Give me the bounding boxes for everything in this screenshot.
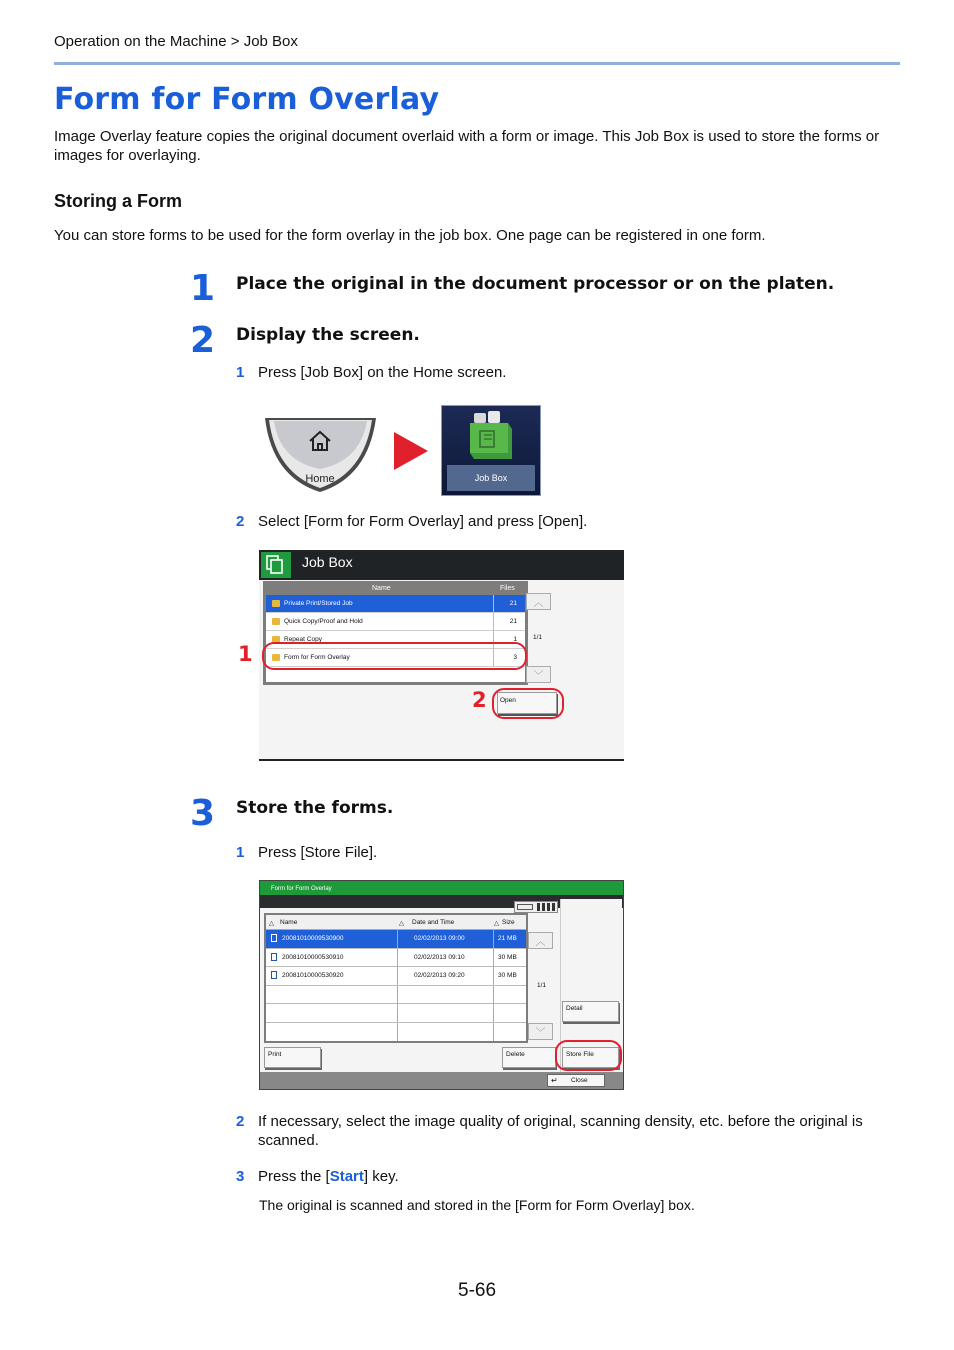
column-header-size[interactable]: Size bbox=[502, 919, 515, 926]
sort-icon: △ bbox=[494, 920, 499, 927]
cell-date: 02/02/2013 09:00 bbox=[414, 935, 465, 942]
cell-size: 21 MB bbox=[498, 935, 517, 942]
list-item[interactable] bbox=[266, 613, 525, 631]
detail-button[interactable]: Detail bbox=[562, 1001, 619, 1022]
column-header-name[interactable]: Name bbox=[280, 919, 298, 926]
job-box-tile[interactable] bbox=[441, 405, 541, 496]
chevron-down-icon: ﹀ bbox=[533, 671, 544, 682]
substep bbox=[236, 1167, 900, 1186]
table-row[interactable] bbox=[266, 930, 526, 949]
column-header-date[interactable]: Date and Time bbox=[412, 919, 455, 926]
cell-date: 02/02/2013 09:10 bbox=[414, 953, 465, 961]
chevron-up-icon: ︿ bbox=[535, 937, 546, 948]
cell-name: 20081010000530920 bbox=[282, 972, 344, 979]
home-key[interactable] bbox=[264, 417, 377, 493]
folder-icon bbox=[272, 600, 280, 607]
job-box-icon bbox=[468, 411, 514, 461]
highlight-oval bbox=[262, 642, 527, 670]
substep-text: Press the [Start] key. bbox=[258, 1168, 399, 1185]
thumbnail-view-icon bbox=[537, 903, 556, 911]
substep-number: 3 bbox=[236, 1168, 245, 1185]
step-title: Store the forms. bbox=[236, 798, 394, 818]
table-row[interactable] bbox=[266, 967, 526, 986]
view-toggle[interactable] bbox=[514, 901, 558, 913]
document-icon bbox=[271, 934, 277, 942]
section-heading: Storing a Form bbox=[54, 191, 183, 211]
substep-text: Press [Store File]. bbox=[258, 844, 378, 861]
file-table bbox=[264, 913, 528, 1043]
start-key-label: Start bbox=[329, 1168, 364, 1185]
section-paragraph: You can store forms to be used for the form overlay in the job box. One page can be registered in one form. bbox=[54, 227, 766, 244]
list-item-name: Form for Form Overlay bbox=[284, 654, 350, 661]
job-box-tile-label: Job Box bbox=[447, 465, 535, 491]
substep bbox=[236, 363, 900, 382]
list-item-files: 21 bbox=[509, 600, 517, 607]
return-icon: ↵ bbox=[551, 1076, 558, 1085]
list-header bbox=[266, 584, 525, 595]
substep-text: Select [Form for Form Overlay] and press [Open]. bbox=[258, 513, 588, 530]
table-header bbox=[266, 915, 526, 930]
sort-icon: △ bbox=[269, 920, 274, 927]
callout-marker: 2 bbox=[472, 688, 487, 712]
home-key-label: Home bbox=[305, 473, 335, 485]
close-button[interactable] bbox=[547, 1074, 605, 1087]
list-view-icon bbox=[517, 904, 533, 910]
table-row-empty bbox=[266, 986, 526, 1005]
list-item[interactable] bbox=[266, 595, 525, 613]
table-row[interactable] bbox=[266, 949, 526, 968]
arrow-right-icon bbox=[394, 432, 428, 470]
list-item-name: Repeat Copy bbox=[284, 636, 322, 643]
table-row-empty bbox=[266, 1004, 526, 1023]
substep-number: 2 bbox=[236, 1113, 245, 1130]
substep-number: 1 bbox=[236, 844, 245, 861]
step-title: Display the screen. bbox=[236, 325, 420, 345]
list-item-name: Quick Copy/Proof and Hold bbox=[284, 618, 363, 625]
substep bbox=[236, 843, 900, 862]
highlight-oval bbox=[492, 688, 564, 719]
substep-number: 1 bbox=[236, 364, 245, 381]
callout-marker: 1 bbox=[238, 642, 253, 666]
delete-button[interactable]: Delete bbox=[502, 1047, 556, 1068]
document-icon bbox=[271, 953, 277, 961]
page-indicator: 1/1 bbox=[533, 634, 543, 641]
step-number: 3 bbox=[190, 793, 216, 834]
column-header-name: Name bbox=[372, 585, 391, 592]
page-indicator: 1/1 bbox=[537, 982, 547, 989]
breadcrumb: Operation on the Machine > Job Box bbox=[54, 33, 298, 50]
table-row-empty bbox=[266, 1023, 526, 1042]
screen-title: Form for Form Overlay bbox=[271, 886, 332, 892]
step-number: 2 bbox=[190, 320, 216, 361]
scroll-up-button[interactable] bbox=[526, 593, 551, 610]
scroll-down-button[interactable] bbox=[528, 1023, 553, 1040]
highlight-oval bbox=[555, 1040, 622, 1071]
list-item-files: 1 bbox=[513, 636, 517, 643]
screen-title: Job Box bbox=[302, 554, 353, 570]
list-item-name: Private Print/Stored Job bbox=[284, 600, 353, 607]
chevron-down-icon: ﹀ bbox=[535, 1028, 546, 1039]
substep-text: If necessary, select the image quality of original, scanning density, etc. before the original is scanned. bbox=[258, 1113, 863, 1149]
page-number: 5-66 bbox=[458, 1280, 497, 1301]
substep bbox=[236, 512, 900, 531]
list-item-files: 21 bbox=[509, 618, 517, 625]
intro-paragraph: Image Overlay feature copies the original document overlaid with a form or image. This Job Box is used to store the forms or images for overlaying. bbox=[54, 128, 880, 164]
folder-icon bbox=[272, 618, 280, 625]
cell-size: 30 MB bbox=[498, 953, 517, 961]
cell-size: 30 MB bbox=[498, 972, 517, 979]
sort-icon: △ bbox=[399, 920, 404, 927]
cell-name: 20081010000530910 bbox=[282, 953, 344, 961]
document-icon bbox=[271, 971, 277, 979]
substep bbox=[236, 1112, 900, 1150]
chevron-up-icon: ︿ bbox=[533, 598, 544, 609]
scroll-down-button[interactable] bbox=[526, 666, 551, 683]
substep-number: 2 bbox=[236, 513, 245, 530]
cell-date: 02/02/2013 09:20 bbox=[414, 972, 465, 979]
open-button[interactable]: Open bbox=[497, 692, 557, 714]
list-item-files: 3 bbox=[513, 654, 517, 661]
column-header-files: Files bbox=[500, 585, 515, 592]
step-number: 1 bbox=[190, 268, 216, 309]
step-title: Place the original in the document processor or on the platen. bbox=[236, 274, 835, 294]
job-box-icon bbox=[261, 552, 291, 578]
store-file-button[interactable]: Store File bbox=[562, 1047, 619, 1068]
cell-name: 20081010009530900 bbox=[282, 935, 344, 942]
close-button-label: Close bbox=[571, 1077, 588, 1084]
screen-title-bar bbox=[259, 550, 624, 580]
result-note: The original is scanned and stored in the [Form for Form Overlay] box. bbox=[259, 1197, 695, 1213]
page-title: Form for Form Overlay bbox=[54, 82, 440, 117]
substep-text: Press [Job Box] on the Home screen. bbox=[258, 364, 507, 381]
scroll-up-button[interactable] bbox=[528, 932, 553, 949]
screen-title-bar bbox=[260, 881, 623, 895]
print-button[interactable]: Print bbox=[264, 1047, 321, 1068]
header-rule bbox=[54, 62, 900, 65]
